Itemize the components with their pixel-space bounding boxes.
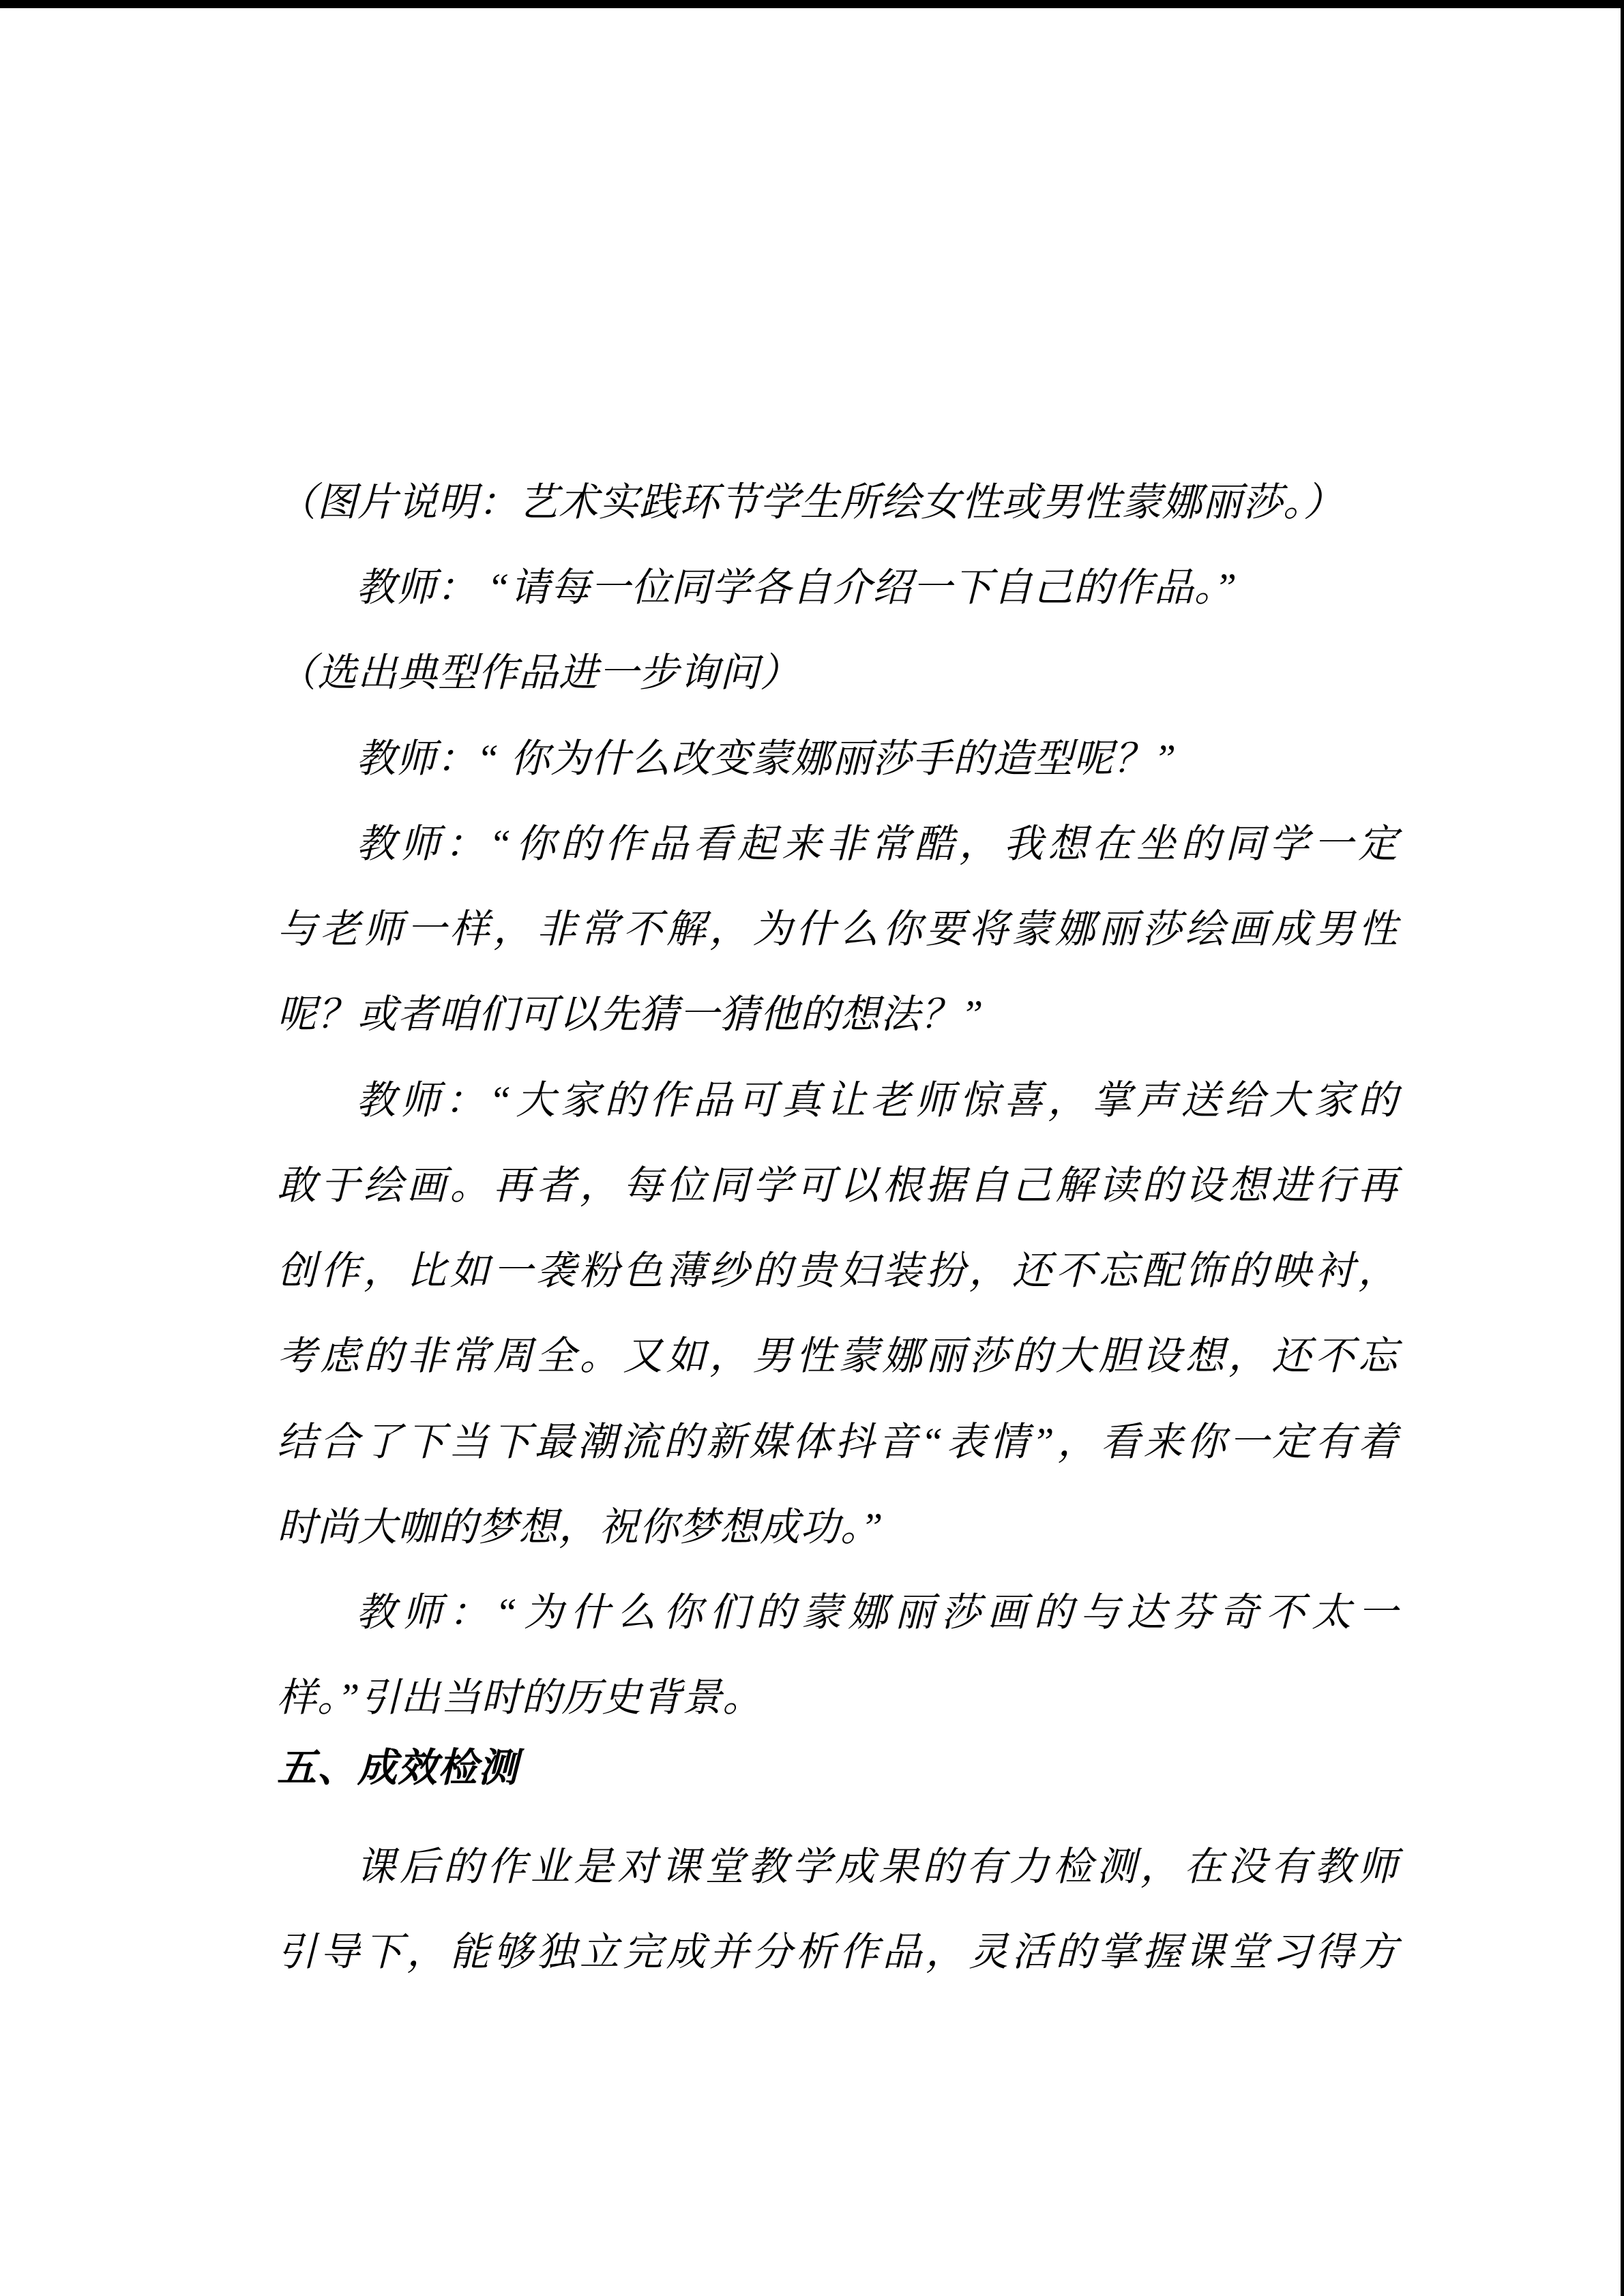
- text-line-16: 五、成效检测: [277, 1746, 519, 1790]
- text-line-4: 教师：“ 你为什么改变蒙娜丽莎手的造型呢？”: [356, 736, 1177, 781]
- text-line-14: 教师：“为什么你们的蒙娜丽莎画的与达芬奇不太一: [356, 1590, 1398, 1635]
- text-line-10: 创作，比如一袭粉色薄纱的贵妇装扮，还不忘配饰的映衬，: [277, 1249, 1398, 1293]
- text-line-17: 课后的作业是对课堂教学成果的有力检测，在没有教师: [356, 1845, 1398, 1889]
- text-line-15: 样。”引出当时的历史背景。: [277, 1675, 763, 1720]
- text-line-11: 考虑的非常周全。又如，男性蒙娜丽莎的大胆设想，还不忘: [277, 1334, 1398, 1378]
- text-line-18: 引导下，能够独立完成并分析作品，灵活的掌握课堂习得方: [277, 1930, 1398, 1974]
- text-line-6: 与老师一样，非常不解，为什么你要将蒙娜丽莎绘画成男性: [277, 907, 1398, 951]
- text-line-5: 教师：“你的作品看起来非常酷，我想在坐的同学一定: [356, 822, 1398, 866]
- text-line-3: （选出典型作品进一步询问）: [277, 651, 801, 695]
- text-line-7: 呢？或者咱们可以先猜一猜他的想法？”: [277, 992, 984, 1037]
- text-line-1: （图片说明：艺术实践环节学生所绘女性或男性蒙娜丽莎。）: [277, 480, 1344, 524]
- text-line-8: 教师：“大家的作品可真让老师惊喜，掌声送给大家的: [356, 1078, 1398, 1122]
- text-line-13: 时尚大咖的梦想，祝你梦想成功。”: [277, 1505, 884, 1549]
- text-line-2: 教师： “请每一位同学各自介绍一下自己的作品。”: [356, 565, 1238, 610]
- text-line-9: 敢于绘画。再者，每位同学可以根据自己解读的设想进行再: [277, 1163, 1398, 1208]
- text-line-12: 结合了下当下最潮流的新媒体抖音“表情”，看来你一定有着: [277, 1420, 1398, 1464]
